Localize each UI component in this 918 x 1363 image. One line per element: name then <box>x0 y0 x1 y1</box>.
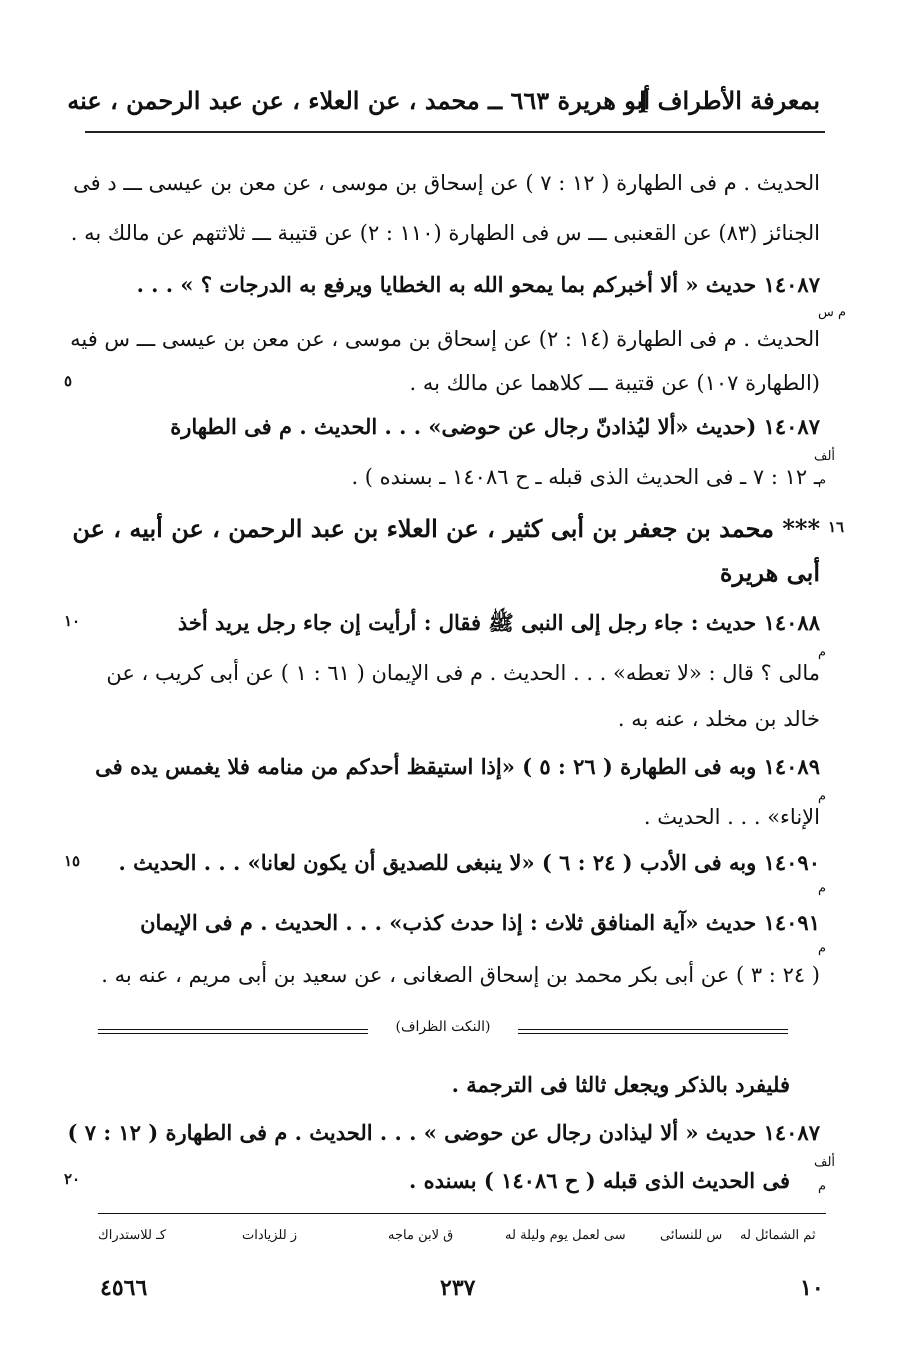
footnote-abbrev: سى لعمل يوم وليلة له <box>505 1228 626 1243</box>
line-number: ٥ <box>64 372 73 390</box>
margin-siglum: م <box>818 473 827 488</box>
margin-siglum: م س <box>818 305 847 320</box>
footnote-abbrev: ز للزيادات <box>242 1228 298 1243</box>
text-line: الإناء» . . . الحديث . <box>643 805 820 829</box>
margin-siglum: ألف <box>814 449 836 464</box>
footnote-abbrev: كـ للاستدراك <box>98 1228 167 1243</box>
chain-heading: *** محمد بن جعفر بن أبى كثير ، عن العلاء بن عبد الرحمن ، عن أبيه ، عن <box>72 514 820 543</box>
text-line: الحديث . م فى الطهارة ( ١٢ : ٧ ) عن إسحاق بن موسى ، عن معن بن عيسى ـــ د فى <box>73 171 820 195</box>
section-divider <box>98 1019 788 1043</box>
line-number: ٢٠ <box>64 1170 81 1188</box>
hadith-entry: ١٤٠٩٠ وبه فى الأدب ( ٢٤ : ٦ ) «لا ينبغى للصديق أن يكون لعانا» . . . الحديث . <box>118 850 820 875</box>
text-line: الحديث . م فى الطهارة (١٤ : ٢) عن إسحاق بن موسى ، عن معن بن عيسى ـــ س فيه <box>70 327 820 351</box>
footnote-abbrev: ق لابن ماجه <box>388 1228 454 1243</box>
text-line: ( ٢٤ : ٣ ) عن أبى بكر محمد بن إسحاق الصغانى ، عن سعيد بن أبى مريم ، عنه به . <box>101 963 820 987</box>
margin-siglum: ألف <box>814 1155 836 1170</box>
footnote-abbrev: س للنسائى <box>660 1228 723 1243</box>
header-rule <box>85 131 825 133</box>
header-book-title: بمعرفة الأطراف ] <box>637 86 820 115</box>
folio-number: ١٠ <box>800 1275 824 1301</box>
line-number: ١٦ <box>828 518 845 536</box>
line-number: ١٥ <box>64 852 81 870</box>
footnote-rule <box>98 1213 826 1214</box>
hadith-entry: ١٤٠٨٧ حديث « ألا ليذادن رجال عن حوضى » . . . الحديث . م فى الطهارة ( ١٢ : ٧ ) <box>67 1120 820 1145</box>
text-line: ـ ١٢ : ٧ ـ فى الحديث الذى قبله ـ ح ١٤٠٨٦ ـ بسنده ) . <box>351 465 820 489</box>
text-line: مالى ؟ قال : «لا تعطه» . . . الحديث . م فى الإيمان ( ٦١ : ١ ) عن أبى كريب ، عن <box>106 661 820 685</box>
running-header <box>67 86 820 126</box>
hadith-entry: ١٤٠٨٨ حديث : جاء رجل إلى النبى ﷺ فقال : أرأيت إن جاء رجل يريد أخذ <box>177 610 820 635</box>
hadith-entry: ١٤٠٨٧ (حديث «ألا ليُذادنّ رجال عن حوضى» . . . الحديث . م فى الطهارة <box>170 414 820 439</box>
margin-siglum: م <box>818 789 827 804</box>
page-number: ٢٣٧ <box>440 1275 476 1301</box>
hadith-entry: ١٤٠٨٧ حديث « ألا أخبركم بما يمحو الله به الخطايا ويرفع به الدرجات ؟ » . . . <box>136 272 820 297</box>
volume-page-number: ٤٥٦٦ <box>100 1275 148 1301</box>
hadith-entry: ١٤٠٨٩ وبه فى الطهارة ( ٢٦ : ٥ ) «إذا استيقظ أحدكم من منامه فلا يغمس يده فى <box>95 754 820 779</box>
margin-siglum: م <box>818 881 827 896</box>
chain-heading: أبى هريرة <box>719 558 820 587</box>
text-line: (الطهارة ١٠٧) عن قتيبة ـــ كلاهما عن مالك به . <box>409 371 820 395</box>
text-line: فليفرد بالذكر ويجعل ثالثا فى الترجمة . <box>451 1072 790 1097</box>
text-line: خالد بن مخلد ، عنه به . <box>617 707 820 731</box>
header-chain-title: أبو هريرة ٦٦٣ ــ محمد ، عن العلاء ، عن عبد الرحمن ، عنه <box>67 86 650 115</box>
margin-siglum: م <box>818 645 827 660</box>
hadith-entry: فى الحديث الذى قبله ( ح ١٤٠٨٦ ) بسنده . <box>409 1168 790 1193</box>
margin-siglum: م <box>818 1179 827 1194</box>
text-line: الجنائز (٨٣) عن القعنبى ـــ س فى الطهارة (١١٠ : ٢) عن قتيبة ـــ ثلاثتهم عن مالك به . <box>70 221 820 245</box>
line-number: ١٠ <box>64 612 81 630</box>
divider-title: (النكت الظراف) <box>368 1019 518 1035</box>
margin-siglum: م <box>818 941 827 956</box>
footnote-abbrev: ثم الشمائل له <box>740 1228 816 1243</box>
hadith-entry: ١٤٠٩١ حديث «آية المنافق ثلاث : إذا حدث كذب» . . . الحديث . م فى الإيمان <box>140 910 820 935</box>
